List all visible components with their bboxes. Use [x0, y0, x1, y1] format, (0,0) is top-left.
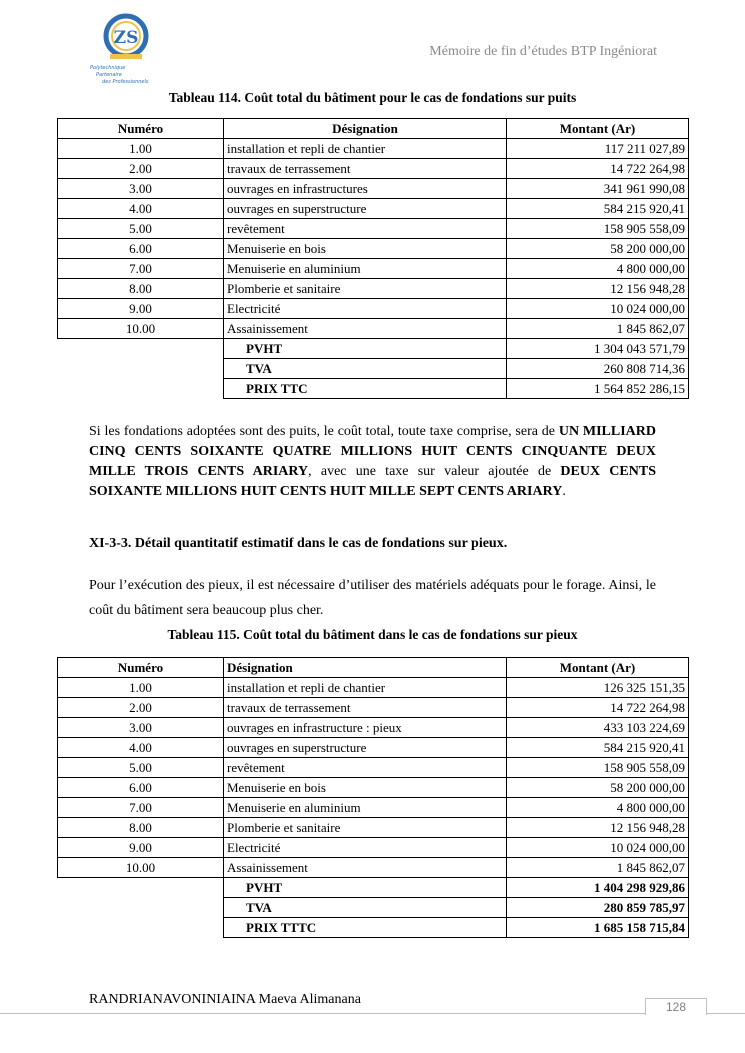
row-amount: 14 722 264,98	[507, 698, 689, 718]
row-amount: 4 800 000,00	[507, 259, 689, 279]
empty-cell	[58, 878, 224, 898]
table-row	[58, 718, 689, 738]
document-header-title: Mémoire de fin d’études BTP Ingéniorat	[429, 44, 657, 59]
row-designation: ouvrages en infrastructure : pieux	[224, 718, 507, 738]
total-row	[58, 878, 689, 898]
col-header-numero: Numéro	[58, 119, 224, 139]
table-row	[58, 219, 689, 239]
table-row	[58, 279, 689, 299]
row-designation: revêtement	[224, 758, 507, 778]
row-number: 2.00	[58, 159, 224, 179]
row-number: 9.00	[58, 299, 224, 319]
row-designation: ouvrages en superstructure	[224, 738, 507, 758]
row-amount: 158 905 558,09	[507, 758, 689, 778]
row-number: 8.00	[58, 279, 224, 299]
table-row	[58, 678, 689, 698]
col-header-numero: Numéro	[58, 658, 224, 678]
svg-text:ZS: ZS	[113, 28, 139, 48]
col-header-montant: Montant (Ar)	[507, 119, 689, 139]
row-amount: 433 103 224,69	[507, 718, 689, 738]
table-row	[58, 798, 689, 818]
row-amount: 14 722 264,98	[507, 159, 689, 179]
row-amount: 58 200 000,00	[507, 239, 689, 259]
row-designation: Assainissement	[224, 319, 507, 339]
row-designation: ouvrages en superstructure	[224, 199, 507, 219]
footer-author: RANDRIANAVONINIAINA Maeva Alimanana	[89, 992, 361, 1007]
table-row	[58, 259, 689, 279]
row-number: 4.00	[58, 199, 224, 219]
table-row	[58, 199, 689, 219]
row-designation: Electricité	[224, 838, 507, 858]
total-label: PVHT	[224, 878, 507, 898]
row-number: 10.00	[58, 319, 224, 339]
row-number: 6.00	[58, 778, 224, 798]
table-row	[58, 139, 689, 159]
row-amount: 117 211 027,89	[507, 139, 689, 159]
total-row	[58, 379, 689, 399]
table-row	[58, 698, 689, 718]
row-number: 8.00	[58, 818, 224, 838]
table-114-caption: Tableau 114. Coût total du bâtiment pour le cas de fondations sur puits	[168, 90, 577, 105]
empty-cell	[58, 379, 224, 399]
svg-text:des Professionnels: des Professionnels	[102, 79, 149, 85]
col-header-montant: Montant (Ar)	[507, 658, 689, 678]
row-amount: 4 800 000,00	[507, 798, 689, 818]
row-number: 6.00	[58, 239, 224, 259]
table-115-caption: Tableau 115. Coût total du bâtiment dans le cas de fondations sur pieux	[167, 627, 578, 642]
row-number: 7.00	[58, 259, 224, 279]
row-designation: Menuiserie en bois	[224, 778, 507, 798]
total-amount: 1 685 158 715,84	[507, 918, 689, 938]
total-amount: 260 808 714,36	[507, 359, 689, 379]
row-amount: 10 024 000,00	[507, 838, 689, 858]
row-number: 4.00	[58, 738, 224, 758]
row-designation: Plomberie et sanitaire	[224, 818, 507, 838]
total-amount: 1 404 298 929,86	[507, 878, 689, 898]
svg-text:Polytechnique: Polytechnique	[90, 65, 126, 71]
row-amount: 58 200 000,00	[507, 778, 689, 798]
col-header-designation: Désignation	[224, 119, 507, 139]
row-amount: 12 156 948,28	[507, 818, 689, 838]
intro-paragraph-pieux: Pour l’exécution des pieux, il est nécessaire d’utiliser des matériels adéquats pour le forage. Ainsi, le coût du bâtiment sera beaucoup plus cher.	[89, 578, 656, 618]
row-amount: 126 325 151,35	[507, 678, 689, 698]
table-row	[58, 838, 689, 858]
row-designation: Assainissement	[224, 858, 507, 878]
table-row	[58, 179, 689, 199]
institution-logo	[86, 12, 166, 90]
row-amount: 584 215 920,41	[507, 738, 689, 758]
row-amount: 158 905 558,09	[507, 219, 689, 239]
total-label: TVA	[224, 359, 507, 379]
row-designation: ouvrages en infrastructures	[224, 179, 507, 199]
row-number: 9.00	[58, 838, 224, 858]
row-designation: installation et repli de chantier	[224, 678, 507, 698]
total-row	[58, 359, 689, 379]
empty-cell	[58, 918, 224, 938]
row-amount: 584 215 920,41	[507, 199, 689, 219]
total-amount: 1 564 852 286,15	[507, 379, 689, 399]
row-number: 5.00	[58, 758, 224, 778]
row-number: 7.00	[58, 798, 224, 818]
total-row	[58, 918, 689, 938]
total-label: PRIX TTTC	[224, 918, 507, 938]
row-number: 3.00	[58, 718, 224, 738]
row-number: 5.00	[58, 219, 224, 239]
table-114	[57, 118, 689, 399]
row-designation: Electricité	[224, 299, 507, 319]
row-designation: travaux de terrassement	[224, 159, 507, 179]
row-designation: Menuiserie en aluminium	[224, 798, 507, 818]
svg-text:Partenaire: Partenaire	[96, 72, 122, 78]
table-row	[58, 758, 689, 778]
row-designation: installation et repli de chantier	[224, 139, 507, 159]
row-number: 1.00	[58, 678, 224, 698]
row-amount: 12 156 948,28	[507, 279, 689, 299]
empty-cell	[58, 898, 224, 918]
table-row	[58, 159, 689, 179]
page-number: 128	[645, 998, 707, 1015]
row-number: 2.00	[58, 698, 224, 718]
row-designation: Menuiserie en aluminium	[224, 259, 507, 279]
row-amount: 1 845 862,07	[507, 319, 689, 339]
total-label: PVHT	[224, 339, 507, 359]
table-row	[58, 778, 689, 798]
row-designation: travaux de terrassement	[224, 698, 507, 718]
empty-cell	[58, 339, 224, 359]
row-number: 10.00	[58, 858, 224, 878]
total-label: PRIX TTC	[224, 379, 507, 399]
total-amount: 1 304 043 571,79	[507, 339, 689, 359]
total-row	[58, 339, 689, 359]
empty-cell	[58, 359, 224, 379]
table-row	[58, 858, 689, 878]
total-row	[58, 898, 689, 918]
row-amount: 10 024 000,00	[507, 299, 689, 319]
row-amount: 341 961 990,08	[507, 179, 689, 199]
row-designation: revêtement	[224, 219, 507, 239]
table-row	[58, 299, 689, 319]
table-row	[58, 818, 689, 838]
row-designation: Menuiserie en bois	[224, 239, 507, 259]
col-header-designation: Désignation	[224, 658, 507, 678]
row-number: 1.00	[58, 139, 224, 159]
total-amount: 280 859 785,97	[507, 898, 689, 918]
table-115	[57, 657, 689, 938]
footer-divider	[0, 1013, 745, 1014]
row-number: 3.00	[58, 179, 224, 199]
table-row	[58, 319, 689, 339]
row-amount: 1 845 862,07	[507, 858, 689, 878]
row-designation: Plomberie et sanitaire	[224, 279, 507, 299]
table-row	[58, 738, 689, 758]
section-heading: XI-3-3. Détail quantitatif estimatif dans le cas de fondations sur pieux.	[89, 536, 508, 551]
table-row	[58, 239, 689, 259]
summary-paragraph-puits: Si les fondations adoptées sont des puits, le coût total, toute taxe comprise, sera de UN MILLIARD CINQ CENTS SOIXANTE QUATRE MILLIONS HUIT CENTS CINQUANTE DEUX MILLE TROIS CENTS ARIARY, avec une taxe sur valeur ajoutée de DEUX CENTS SOIXANTE MILLIONS HUIT CENTS HUIT MILLE SEPT CENTS ARIARY.	[89, 424, 656, 499]
total-label: TVA	[224, 898, 507, 918]
